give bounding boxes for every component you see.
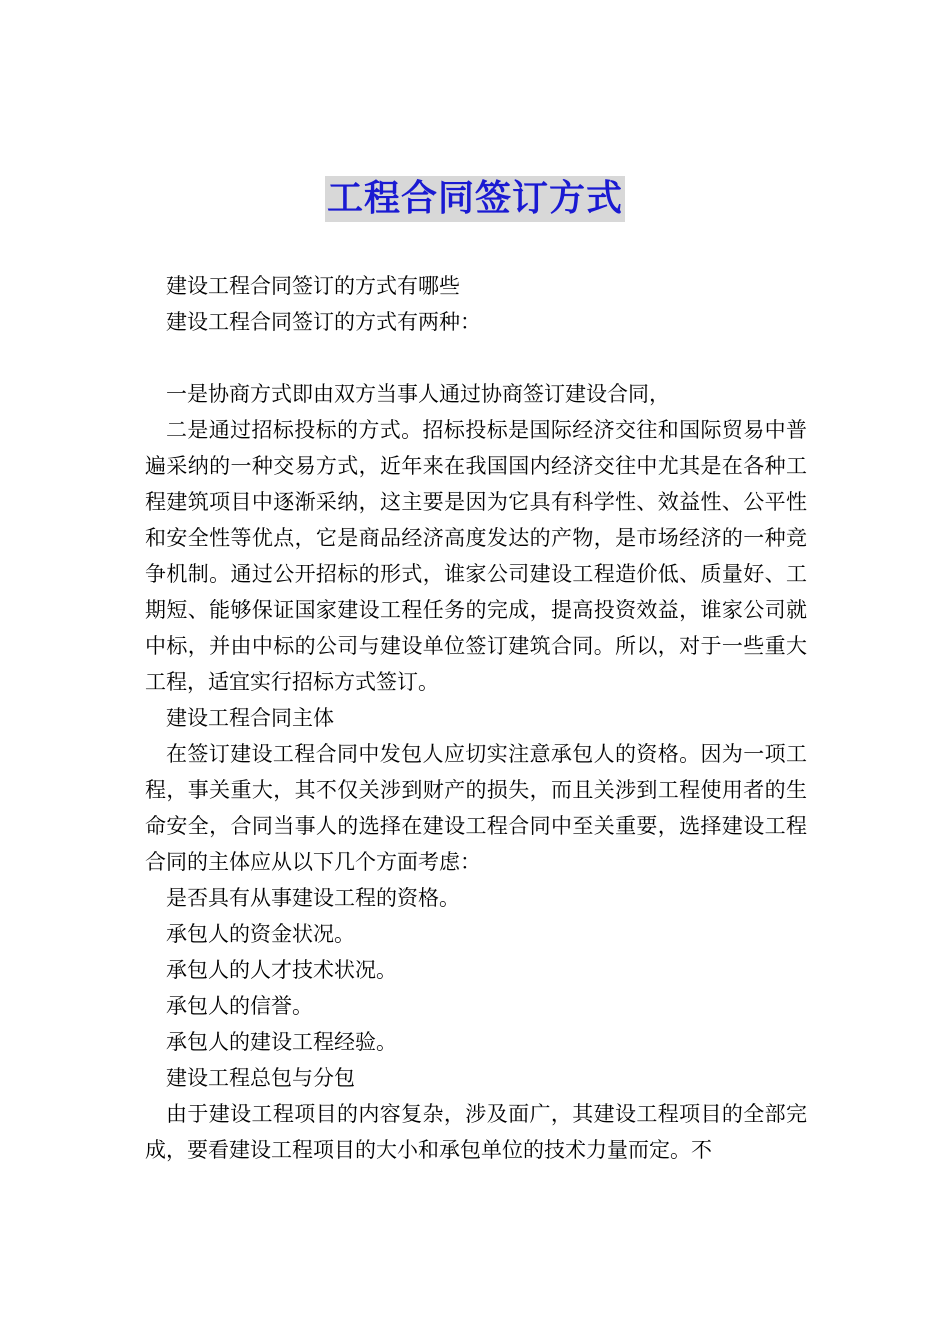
list-item: 承包人的资金状况。 bbox=[166, 922, 355, 946]
paragraph: 建设工程合同签订的方式有两种： bbox=[166, 310, 481, 334]
title-wrap bbox=[0, 176, 950, 222]
paragraph: 二是通过招标投标的方式。招标投标是国际经济交往和国际贸易中普遍采纳的一种交易方式，近年来在我国国内经济交往中尤其是在各种工程建筑项目中逐渐采纳，这主要是因为它具有科学性、效益性、公平性和安全性等优点，它是商品经济高度发达的产物，是市场经济的一种竞争机制。通过公开招标的形式，谁家公司建设工程造价低、质量好、工期短、能够保证国家建设工程任务的完成，提高投资效益，谁家公司就中标，并由中标的公司与建设单位签订建筑合同。所以，对于一些重大工程，适宜实行招标方式签订。 bbox=[145, 418, 807, 694]
paragraph: 在签订建设工程合同中发包人应切实注意承包人的资格。因为一项工程，事关重大，其不仅关涉到财产的损失，而且关涉到工程使用者的生命安全，合同当事人的选择在建设工程合同中至关重要，选择建设工程合同的主体应从以下几个方面考虑： bbox=[145, 742, 807, 874]
paragraph: 建设工程合同签订的方式有哪些 bbox=[166, 274, 460, 298]
section-heading: 建设工程总包与分包 bbox=[166, 1066, 355, 1090]
list-item: 承包人的信誉。 bbox=[166, 994, 313, 1018]
document-title: 工程合同签订方式 bbox=[325, 176, 625, 222]
paragraph: 由于建设工程项目的内容复杂，涉及面广，其建设工程项目的全部完成，要看建设工程项目的大小和承包单位的技术力量而定。不 bbox=[145, 1102, 807, 1162]
list-item: 承包人的人才技术状况。 bbox=[166, 958, 397, 982]
paragraph: 一是协商方式即由双方当事人通过协商签订建设合同， bbox=[166, 382, 670, 406]
list-item: 是否具有从事建设工程的资格。 bbox=[166, 886, 460, 910]
document-body bbox=[145, 268, 807, 1168]
section-heading: 建设工程合同主体 bbox=[166, 706, 334, 730]
list-item: 承包人的建设工程经验。 bbox=[166, 1030, 397, 1054]
